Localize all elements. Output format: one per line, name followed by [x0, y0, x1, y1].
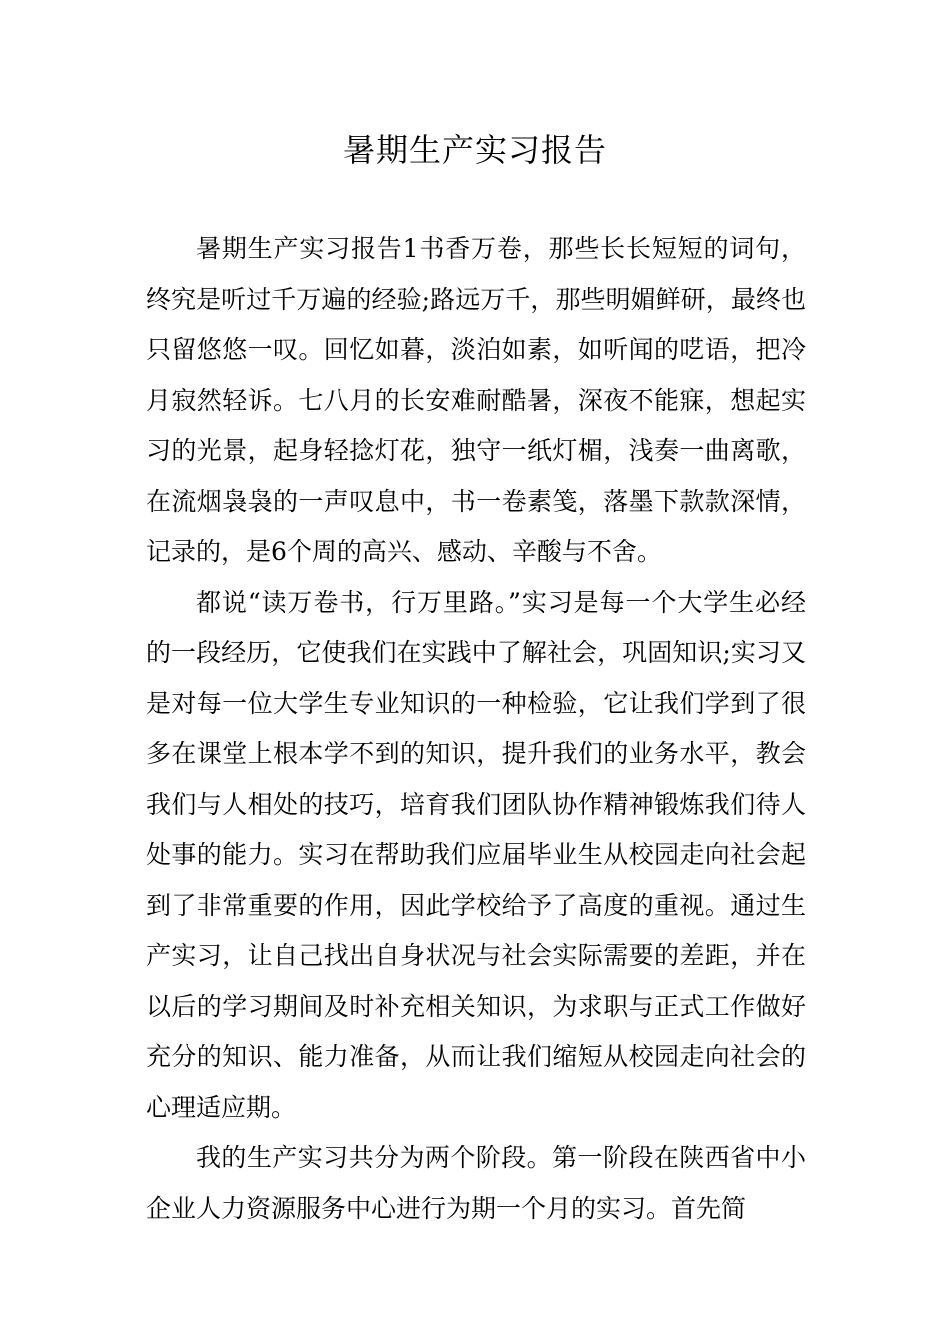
document-body — [146, 224, 806, 1234]
document-title: 暑期生产实习报告 — [342, 131, 607, 169]
paragraph-2: 都说“读万卷书，行万里路。”实习是每一个大学生必经的一段经历，它使我们在实践中了解社会，巩固知识;实习又是对每一位大学生专业知识的一种检验，它让我们学到了很多在课堂上根本学不到的知识，提升我们的业务水平，教会我们与人相处的技巧，培育我们团队协作精神锻炼我们待人处事的能力。实习在帮助我们应届毕业生从校园走向社会起到了非常重要的作用，因此学校给予了高度的重视。通过生产实习，让自己找出自身状况与社会实际需要的差距，并在以后的学习期间及时补充相关知识，为求职与正式工作做好充分的知识、能力准备，从而让我们缩短从校园走向社会的心理适应期。 — [146, 587, 806, 1122]
paragraph-1: 暑期生产实习报告1书香万卷，那些长长短短的词句，终究是听过千万遍的经验;路远万千，那些明媚鲜研，最终也只留悠悠一叹。回忆如暮，淡泊如素，如听闻的呓语，把冷月寂然轻诉。七八月的长安难耐酷暑，深夜不能寐，想起实习的光景，起身轻捻灯花，独守一纸灯楣，浅奏一曲离歌，在流烟袅袅的一声叹息中，书一卷素笺，落墨下款款深情，记录的，是6个周的高兴、感动、辛酸与不舍。 — [146, 234, 806, 566]
paragraph-3: 我的生产实习共分为两个阶段。第一阶段在陕西省中小企业人力资源服务中心进行为期一个月的实习。首先简 — [146, 1143, 806, 1223]
